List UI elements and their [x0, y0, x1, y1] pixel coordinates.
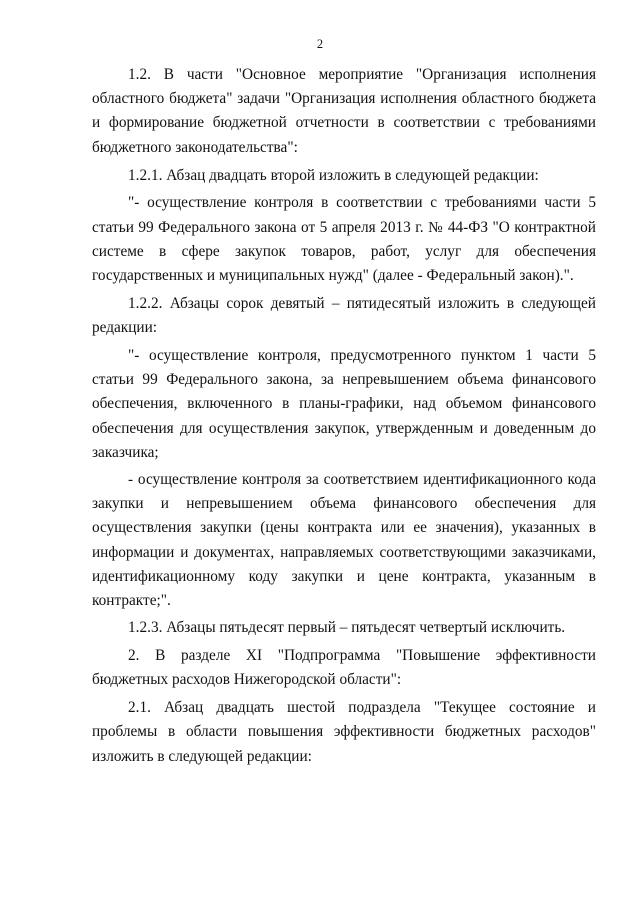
paragraph-1-2-1: 1.2.1. Абзац двадцать второй изложить в следующей редакции: — [128, 166, 539, 184]
paragraph-1-2-3: 1.2.3. Абзацы пятьдесят первый – пятьдесят четвертый исключить. — [128, 619, 566, 637]
paragraph-2-section-xi: 2. В разделе XI "Подпрограмма "Повышение эффективности бюджетных расходов Нижегородской области": — [92, 647, 596, 689]
paragraph-control-identification-code: - осуществление контроля за соответствием идентификационного кода закупки и непревышением объема финансового обеспечения для осуществления закупки (цены контракта или ее значения), указанных в информации и документах, направляемых соответствующими заказчиками, идентификационному коду закупки и цене контракта, указанным в контракте;". — [92, 471, 596, 610]
paragraph-1-2: 1.2. В части "Основное мероприятие "Организация исполнения областного бюджета" задачи "Организация исполнения областного бюджета и формирование бюджетной отчетности в соответствии с требованиями бюджетного законодательства": — [92, 66, 596, 156]
paragraph-quote-control-44fz: "- осуществление контроля в соответствии с требованиями части 5 статьи 99 Федерального закона от 5 апреля 2013 г. № 44-ФЗ "О контрактной системе в сфере закупок товаров, работ, услуг для обеспечения государственных и муниципальных нужд" (далее - Федеральный закон).". — [92, 194, 596, 284]
document-body — [92, 63, 596, 769]
paragraph-quote-control-point1: "- осуществление контроля, предусмотренного пунктом 1 части 5 статьи 99 Федерального закона, за непревышением объема финансового обеспечения, включенного в планы-графики, над объемом финансового обеспечения для осуществления закупок, утвержденным и доведенным до заказчика; — [92, 346, 596, 461]
paragraph-1-2-2: 1.2.2. Абзацы сорок девятый – пятидесятый изложить в следующей редакции: — [92, 294, 596, 337]
paragraph-2-1: 2.1. Абзац двадцать шестой подраздела "Текущее состояние и проблемы в области повышения эффективности бюджетных расходов" изложить в следующей редакции: — [92, 699, 596, 765]
page-number: 2 — [316, 37, 324, 51]
